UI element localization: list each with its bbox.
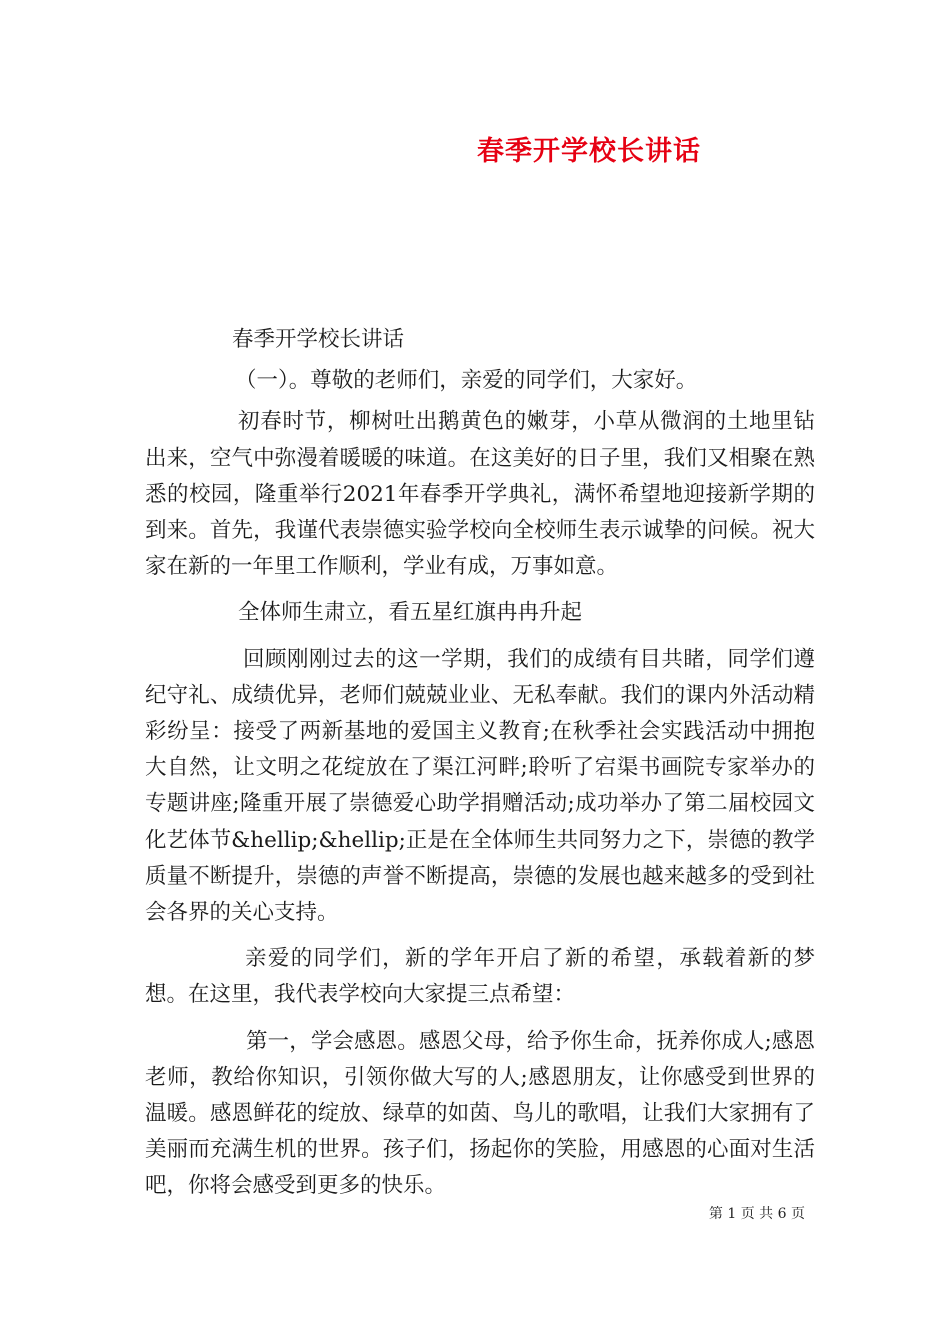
- page-footer: 第 1 页 共 6 页: [708, 1206, 805, 1222]
- paragraph-gratitude: 第一，学会感恩。感恩父母，给予你生命，抚养你成人;感恩老师，教给你知识，引领你做大写的人;感恩朋友，让你感受到世界的温暖。感恩鲜花的绽放、绿草的如茵、鸟儿的歌唱，让我们大家拥有了美丽而充满生机的世界。孩子们，扬起你的笑脸，用感恩的心面对生活吧，你将会感受到更多的快乐。: [145, 1028, 815, 1199]
- salutation: （一）。尊敬的老师们，亲爱的同学们，大家好。: [235, 368, 698, 394]
- document-heading: 春季开学校长讲话: [232, 327, 405, 352]
- page-title: 春季开学校长讲话: [477, 136, 701, 167]
- paragraph-flag-raising: 全体师生肃立，看五星红旗冉冉升起: [238, 600, 583, 626]
- paragraph-review: 回顾刚刚过去的这一学期，我们的成绩有目共睹，同学们遵纪守礼、成绩优异，老师们兢兢业业、无私奉献。我们的课内外活动精彩纷呈：接受了两新基地的爱国主义教育;在秋季社会实践活动中拥抱大自然，让文明之花绽放在了渠江河畔;聆听了宕渠书画院专家举办的专题讲座;隆重开展了崇德爱心助学捐赠活动;成功举办了第二届校园文化艺体节&hellip;&hellip;正是在全体师生共同努力之下，崇德的教学质量不断提升，崇德的声誉不断提高，崇德的发展也越来越多的受到社会各界的关心支持。: [145, 646, 815, 926]
- document-body: [145, 322, 815, 1205]
- paragraph-opening: 初春时节，柳树吐出鹅黄色的嫩芽，小草从微润的土地里钻出来，空气中弥漫着暖暖的味道。在这美好的日子里，我们又相聚在熟悉的校园，隆重举行2021年春季开学典礼，满怀希望地迎接新学期的到来。首先，我谨代表崇德实验学校向全校师生表示诚挚的问候。祝大家在新的一年里工作顺利，学业有成，万事如意。: [145, 409, 815, 580]
- paragraph-hopes-intro: 亲爱的同学们，新的学年开启了新的希望，承载着新的梦想。在这里，我代表学校向大家提三点希望：: [145, 946, 815, 1008]
